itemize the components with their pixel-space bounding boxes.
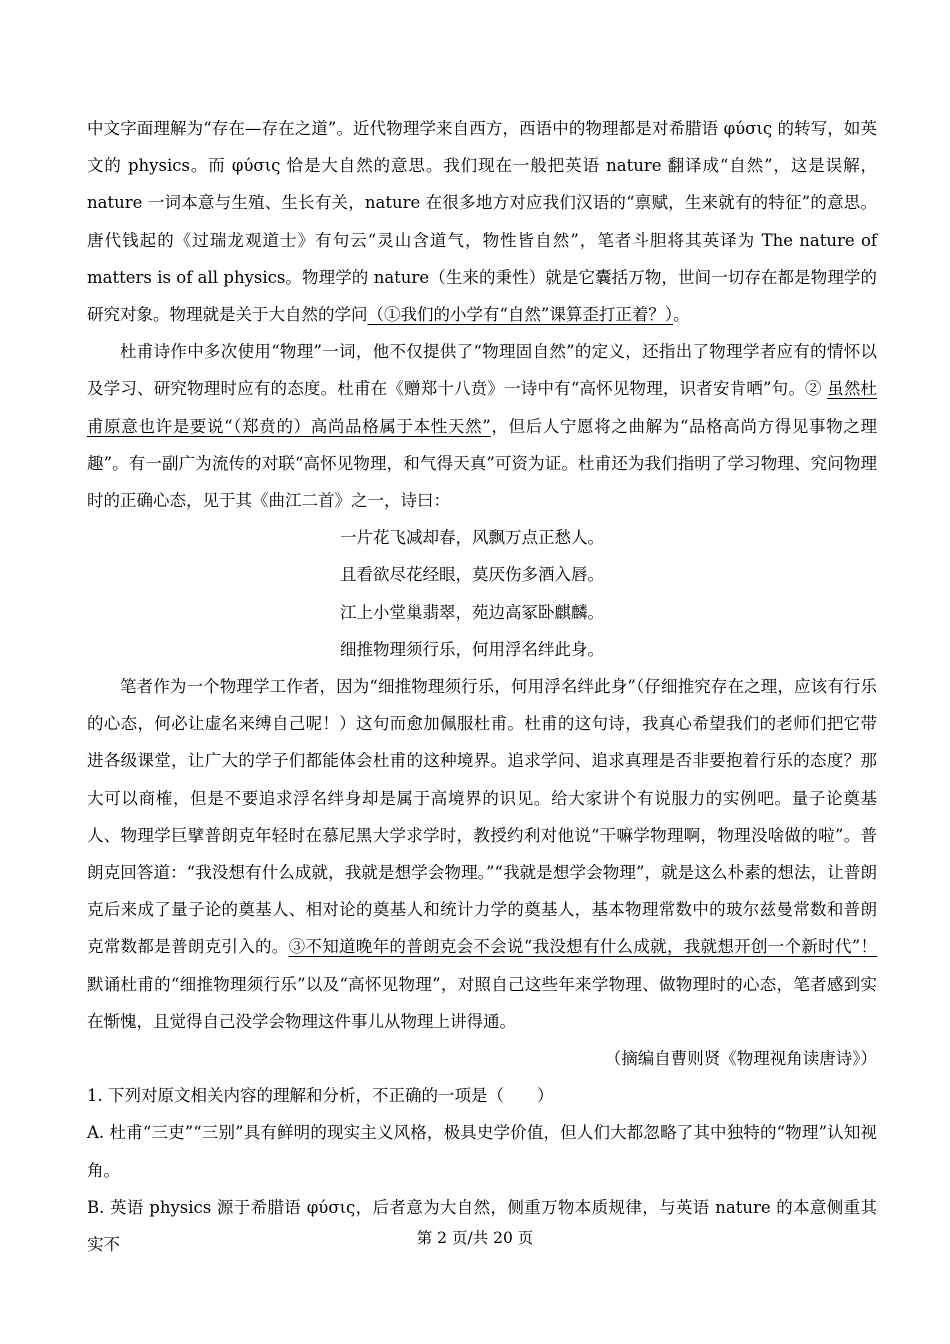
paragraph-2-text: 杜甫诗作中多次使用“物理”一词，他不仅提供了“物理固自然”的定义，还指出了物理学者应有的情怀以及学习、研究物理时应有的态度。杜甫在《赠郑十八贲》一诗中有“高怀见物理，识者安肯哂”句。 [87, 342, 877, 399]
underlined-sentence-1: （①我们的小学有“自然”课算歪打正着？） [367, 305, 674, 325]
paragraph-3-rest: 默诵杜甫的“细推物理须行乐”以及“高怀见物理”，对照自己这些年来学物理、做物理时的心态，笔者感到实在惭愧，且觉得自己没学会物理这件事儿从物理上讲得通。 [87, 974, 877, 1031]
poem-line: 一片花飞减却春，风飘万点正愁人。 [340, 528, 604, 548]
underlined-sentence-3: ③不知道晚年的普朗克会不会说“我没想有什么成就，我就想开创一个新时代”！ [288, 937, 877, 957]
paragraph-1-end: 。 [673, 305, 690, 325]
poem-line: 江上小堂巢翡翠，苑边高冢卧麒麟。 [340, 602, 604, 622]
option-a: A. 杜甫“三吏”“三别”具有鲜明的现实主义风格，极具史学价值，但人们大都忽略了其中独特的“物理”认知视角。 [87, 1123, 877, 1180]
option-b: B. 英语 physics 源于希腊语 φύσις，后者意为大自然，侧重万物本质规律，与英语 nature 的本意侧重其实不 [87, 1197, 877, 1255]
marker-2: ② [805, 379, 828, 399]
poem [87, 519, 877, 668]
page-footer: 第 2 页/共 20 页 [416, 1229, 534, 1247]
paragraph-2 [87, 333, 877, 519]
question-1: 1. 下列对原文相关内容的理解和分析，不正确的一项是（ ） [87, 1086, 554, 1106]
poem-line: 且看欲尽花经眼，莫厌伤多酒入唇。 [340, 565, 604, 585]
underlined-sentence-2: 虽然杜甫原意也许是要说“（郑贲的）高尚品格属于本性天然” [87, 379, 878, 436]
paragraph-2-rest: ，但后人宁愿将之曲解为“品格高尚方得见事物之理趣”。有一副广为流传的对联“高怀见物理，和气得天真”可资为证。杜甫还为我们指明了学习物理、究问物理时的正确心态，见于其《曲江二首》之一，诗曰： [87, 416, 878, 511]
paragraph-3-text: 笔者作为一个物理学工作者，因为“细推物理须行乐，何用浮名绊此身”（仔细推究存在之理，应该有行乐的心态，何必让虚名来缚自己呢！）这句而愈加佩服杜甫。杜甫的这句诗，我真心希望我们的老师们把它带进各级课堂，让广大的学子们都能体会杜甫的这种境界。追求学问、追求真理是否非要抱着行乐的态度？那大可以商榷，但是不要追求浮名绊身却是属于高境界的识见。给大家讲个有说服力的实例吧。量子论奠基人、物理学巨擘普朗克年轻时在慕尼黑大学求学时，教授约利对他说“干嘛学物理啊，物理没啥做的啦”。普朗克回答道：“我没想有什么成就，我就是想学会物理。”“我就是想学会物理”，就是这么朴素的想法，让普朗克后来成了量子论的奠基人、相对论的奠基人和统计力学的奠基人，基本物理常数中的玻尔兹曼常数和普朗克常数都是普朗克引入的。 [87, 677, 877, 957]
paragraph-1-text: 中文字面理解为“存在—存在之道”。近代物理学来自西方，西语中的物理都是对希腊语 φύσις 的转写，如英文的 physics。而 φύσις 恰是大自然的意思。我们现在一般把英语 nature 翻译成“自然”，这是误解，nature 一词本意与生殖、生长有关，nature 在很多地方对应我们汉语的“禀赋，生来就有的特征”的意思。唐代钱起的《过瑞龙观道士》有句云“灵山含道气，物性皆自然”，笔者斗胆将其英译为 The nature of matters is of all physics。物理学的 nature（生来的秉性）就是它囊括万物，世间一切存在都是物理学的研究对象。物理就是关于大自然的学问 [87, 119, 877, 325]
source-citation: （摘编自曹则贤《物理视角读唐诗》） [604, 1049, 877, 1069]
document-page [87, 110, 877, 1263]
paragraph-3 [87, 668, 877, 1040]
paragraph-1 [87, 110, 877, 333]
poem-line: 细推物理须行乐，何用浮名绊此身。 [340, 639, 604, 659]
